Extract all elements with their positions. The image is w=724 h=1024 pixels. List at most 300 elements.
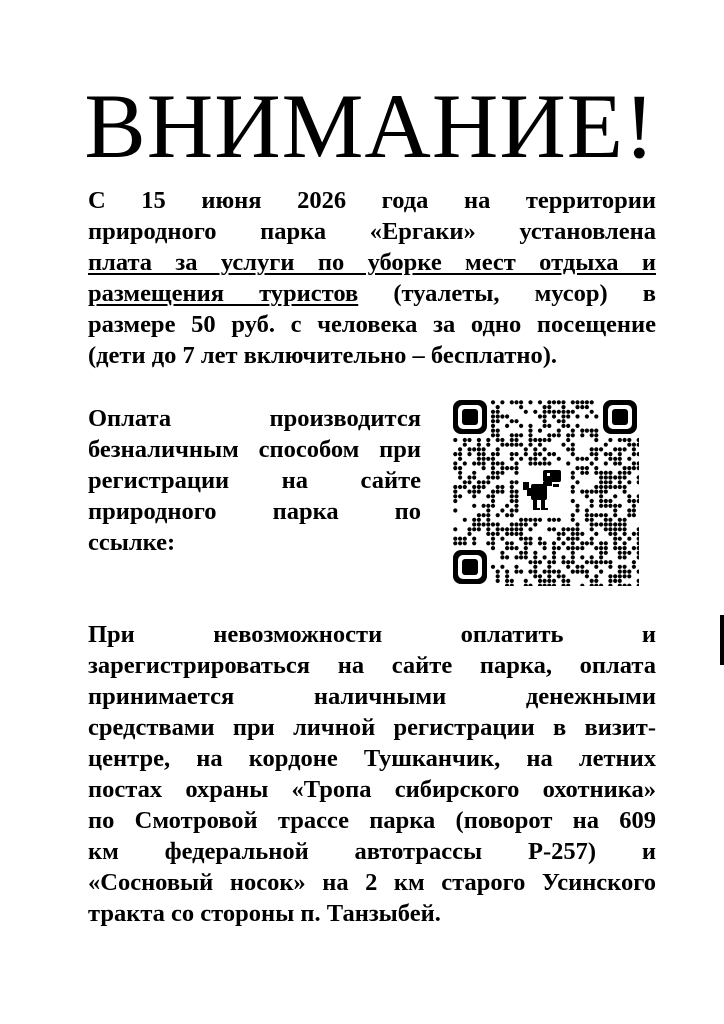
qr-module — [604, 461, 608, 465]
text-line-underlined: плата за услуги по уборке мест отдыха и — [88, 249, 656, 276]
qr-module — [571, 499, 575, 503]
qr-module — [580, 555, 584, 559]
qr-module — [552, 452, 556, 456]
qr-module — [528, 438, 532, 442]
qr-module — [590, 560, 594, 564]
qr-module — [561, 527, 565, 531]
qr-module — [533, 410, 537, 414]
qr-module — [599, 475, 603, 479]
qr-module — [580, 433, 584, 437]
qr-module — [585, 494, 589, 498]
qr-module — [580, 541, 584, 545]
qr-module — [458, 537, 462, 541]
qr-module — [510, 466, 514, 470]
qr-module — [590, 504, 594, 508]
qr-module — [533, 447, 537, 451]
qr-module — [496, 513, 500, 517]
qr-module — [623, 532, 627, 536]
qr-module — [623, 527, 627, 531]
qr-module — [585, 508, 589, 512]
qr-module — [599, 447, 603, 451]
qr-module — [590, 452, 594, 456]
qr-module — [604, 475, 608, 479]
qr-module — [547, 579, 551, 583]
qr-module — [632, 560, 636, 564]
qr-module — [496, 579, 500, 583]
qr-module — [585, 457, 589, 461]
qr-module — [590, 555, 594, 559]
qr-module — [543, 570, 547, 574]
qr-module — [632, 499, 636, 503]
qr-module — [575, 565, 579, 569]
qr-code-icon[interactable] — [451, 398, 639, 586]
qr-module — [510, 508, 514, 512]
qr-module — [458, 466, 462, 470]
qr-module — [618, 480, 622, 484]
qr-module — [496, 452, 500, 456]
qr-module — [467, 480, 471, 484]
qr-module — [618, 438, 622, 442]
qr-module — [528, 433, 532, 437]
qr-module — [599, 541, 603, 545]
qr-module — [566, 410, 570, 414]
qr-module — [491, 410, 495, 414]
qr-module — [561, 443, 565, 447]
qr-module — [514, 565, 518, 569]
qr-module — [505, 574, 509, 578]
qr-module — [514, 555, 518, 559]
qr-module — [519, 527, 523, 531]
qr-module — [580, 471, 584, 475]
qr-module — [486, 508, 490, 512]
qr-module — [477, 513, 481, 517]
qr-module — [571, 513, 575, 517]
qr-module — [486, 527, 490, 531]
qr-module — [632, 452, 636, 456]
qr-module — [552, 555, 556, 559]
qr-module — [575, 537, 579, 541]
qr-module — [632, 546, 636, 550]
qr-module — [613, 504, 617, 508]
qr-module — [491, 419, 495, 423]
qr-module — [566, 414, 570, 418]
text-line: средствами при личной регистрации в визит- — [88, 714, 656, 741]
qr-module — [571, 551, 575, 555]
qr-module — [608, 504, 612, 508]
qr-module — [472, 522, 476, 526]
qr-module — [505, 555, 509, 559]
qr-module — [561, 541, 565, 545]
qr-module — [528, 400, 532, 404]
qr-module — [566, 579, 570, 583]
qr-module — [585, 513, 589, 517]
qr-module — [552, 527, 556, 531]
qr-module — [599, 471, 603, 475]
qr-module — [571, 532, 575, 536]
qr-module — [514, 433, 518, 437]
qr-module — [533, 560, 537, 564]
qr-module — [590, 429, 594, 433]
qr-module — [510, 494, 514, 498]
qr-module — [618, 475, 622, 479]
qr-module — [632, 532, 636, 536]
qr-module — [557, 429, 561, 433]
qr-module — [496, 461, 500, 465]
qr-module — [543, 461, 547, 465]
qr-module — [590, 499, 594, 503]
qr-module — [496, 490, 500, 494]
qr-module — [594, 579, 598, 583]
qr-module — [627, 471, 631, 475]
qr-module — [538, 429, 542, 433]
qr-module — [618, 537, 622, 541]
qr-finder-top-right — [603, 400, 637, 434]
qr-module — [571, 433, 575, 437]
qr-module — [585, 560, 589, 564]
qr-module — [500, 461, 504, 465]
qr-module — [590, 447, 594, 451]
qr-module — [496, 447, 500, 451]
qr-module — [514, 443, 518, 447]
qr-module — [510, 513, 514, 517]
qr-module — [505, 527, 509, 531]
qr-module — [566, 433, 570, 437]
qr-module — [590, 461, 594, 465]
qr-module — [571, 537, 575, 541]
qr-module — [613, 579, 617, 583]
qr-module — [580, 490, 584, 494]
qr-module — [519, 518, 523, 522]
qr-module — [585, 518, 589, 522]
qr-module — [524, 541, 528, 545]
qr-module — [627, 551, 631, 555]
qr-module — [566, 461, 570, 465]
qr-module — [482, 466, 486, 470]
qr-module — [472, 541, 476, 545]
qr-module — [585, 414, 589, 418]
qr-module — [491, 400, 495, 404]
qr-module — [514, 532, 518, 536]
qr-module — [477, 461, 481, 465]
qr-module — [500, 485, 504, 489]
qr-module — [528, 570, 532, 574]
qr-module — [604, 480, 608, 484]
text-line: «Сосновый носок» на 2 км старого Усинского — [88, 869, 656, 896]
qr-module — [463, 480, 467, 484]
qr-module — [599, 513, 603, 517]
qr-module — [571, 560, 575, 564]
qr-module — [477, 490, 481, 494]
qr-module — [571, 429, 575, 433]
qr-module — [590, 527, 594, 531]
qr-module — [594, 546, 598, 550]
qr-module — [519, 532, 523, 536]
qr-module — [538, 461, 542, 465]
qr-module — [543, 546, 547, 550]
qr-module — [594, 414, 598, 418]
qr-module — [599, 499, 603, 503]
qr-module — [491, 461, 495, 465]
qr-module — [538, 574, 542, 578]
text-line: ссылке: — [88, 529, 176, 556]
qr-module — [618, 527, 622, 531]
qr-module — [575, 414, 579, 418]
qr-module — [514, 494, 518, 498]
qr-module — [482, 480, 486, 484]
qr-module — [463, 461, 467, 465]
qr-module — [618, 461, 622, 465]
qr-module — [524, 452, 528, 456]
qr-module — [632, 513, 636, 517]
qr-module — [571, 490, 575, 494]
text-line: Оплата производится — [88, 405, 421, 432]
qr-module — [618, 579, 622, 583]
qr-module — [623, 570, 627, 574]
qr-module — [547, 433, 551, 437]
qr-module — [571, 518, 575, 522]
qr-module — [561, 555, 565, 559]
qr-module — [496, 527, 500, 531]
qr-module — [538, 438, 542, 442]
qr-module — [510, 400, 514, 404]
payment-paragraph — [88, 403, 421, 558]
qr-module — [613, 527, 617, 531]
qr-module — [524, 551, 528, 555]
text-line: природного парка по — [88, 498, 421, 525]
qr-module — [505, 414, 509, 418]
qr-module — [561, 410, 565, 414]
qr-module — [500, 414, 504, 418]
qr-module — [623, 490, 627, 494]
qr-module — [547, 527, 551, 531]
qr-module — [566, 527, 570, 531]
qr-module — [571, 527, 575, 531]
qr-module — [618, 504, 622, 508]
qr-module — [632, 447, 636, 451]
text-line: по Смотровой трассе парка (поворот на 609 — [88, 807, 656, 834]
qr-module — [538, 518, 542, 522]
qr-module — [566, 438, 570, 442]
qr-module — [590, 522, 594, 526]
qr-module — [608, 499, 612, 503]
qr-module — [505, 532, 509, 536]
qr-module — [538, 537, 542, 541]
qr-module — [453, 541, 457, 545]
qr-module — [604, 471, 608, 475]
qr-module — [599, 485, 603, 489]
qr-module — [491, 494, 495, 498]
qr-module — [552, 546, 556, 550]
qr-module — [552, 518, 556, 522]
qr-module — [524, 546, 528, 550]
qr-module — [491, 546, 495, 550]
qr-module — [496, 410, 500, 414]
qr-module — [552, 579, 556, 583]
qr-module — [519, 443, 523, 447]
qr-module — [552, 433, 556, 437]
qr-module — [453, 494, 457, 498]
qr-module — [557, 546, 561, 550]
qr-module — [571, 400, 575, 404]
qr-module — [561, 574, 565, 578]
qr-module — [623, 522, 627, 526]
qr-module — [458, 541, 462, 545]
qr-module — [618, 471, 622, 475]
qr-module — [496, 471, 500, 475]
qr-module — [594, 438, 598, 442]
qr-module — [453, 537, 457, 541]
text-fragment: (туалеты, мусор) в — [358, 280, 656, 307]
qr-module — [618, 551, 622, 555]
qr-module — [477, 457, 481, 461]
qr-module — [491, 475, 495, 479]
qr-module — [594, 565, 598, 569]
qr-module — [510, 443, 514, 447]
qr-module — [514, 508, 518, 512]
qr-module — [590, 541, 594, 545]
qr-module — [458, 475, 462, 479]
qr-module — [627, 499, 631, 503]
qr-module — [571, 485, 575, 489]
qr-module — [590, 579, 594, 583]
qr-module — [608, 522, 612, 526]
qr-module — [590, 537, 594, 541]
qr-module — [510, 419, 514, 423]
qr-module — [463, 518, 467, 522]
qr-module — [627, 443, 631, 447]
qr-module — [604, 490, 608, 494]
qr-module — [547, 438, 551, 442]
qr-module — [543, 555, 547, 559]
qr-module — [528, 541, 532, 545]
qr-module — [594, 560, 598, 564]
qr-module — [557, 537, 561, 541]
qr-module — [580, 457, 584, 461]
qr-module — [519, 400, 523, 404]
qr-module — [482, 457, 486, 461]
qr-module — [543, 457, 547, 461]
qr-module — [496, 438, 500, 442]
qr-module — [580, 546, 584, 550]
text-line: постах охраны «Тропа сибирского охотника» — [88, 776, 656, 803]
text-line: центре, на кордоне Тушканчик, на летних — [88, 745, 656, 772]
qr-module — [618, 565, 622, 569]
qr-module — [547, 400, 551, 404]
qr-module — [500, 508, 504, 512]
qr-module — [608, 532, 612, 536]
qr-module — [547, 574, 551, 578]
qr-module — [599, 551, 603, 555]
qr-module — [491, 490, 495, 494]
qr-module — [608, 579, 612, 583]
qr-module — [458, 471, 462, 475]
qr-module — [561, 405, 565, 409]
qr-module — [623, 541, 627, 545]
qr-module — [486, 475, 490, 479]
qr-module — [557, 518, 561, 522]
cash-payment-paragraph — [88, 619, 656, 929]
qr-module — [486, 480, 490, 484]
qr-module — [500, 400, 504, 404]
qr-module — [519, 522, 523, 526]
qr-module — [552, 560, 556, 564]
qr-module — [604, 518, 608, 522]
qr-module — [566, 565, 570, 569]
underlined-text: размещения туристов — [88, 280, 359, 307]
qr-module — [604, 485, 608, 489]
qr-module — [486, 532, 490, 536]
qr-module — [510, 499, 514, 503]
qr-module — [505, 504, 509, 508]
qr-module — [613, 522, 617, 526]
qr-module — [590, 410, 594, 414]
qr-module — [519, 570, 523, 574]
qr-module — [575, 508, 579, 512]
qr-module — [482, 513, 486, 517]
qr-module — [533, 570, 537, 574]
text-line: безналичным способом при — [88, 436, 421, 463]
qr-module — [514, 438, 518, 442]
qr-module — [571, 410, 575, 414]
text-line: принимается наличными денежными — [88, 683, 656, 710]
qr-module — [604, 541, 608, 545]
qr-module — [566, 560, 570, 564]
qr-module — [547, 461, 551, 465]
qr-module — [524, 579, 528, 583]
qr-module — [491, 522, 495, 526]
qr-module — [519, 457, 523, 461]
qr-module — [618, 546, 622, 550]
qr-module — [538, 414, 542, 418]
qr-module — [514, 504, 518, 508]
qr-module — [580, 400, 584, 404]
qr-module — [590, 518, 594, 522]
qr-module — [613, 546, 617, 550]
qr-module — [608, 565, 612, 569]
qr-module — [477, 480, 481, 484]
page-title: ВНИМАНИЕ! — [84, 75, 656, 177]
text-line: регистрации на сайте — [88, 467, 421, 494]
qr-module — [557, 419, 561, 423]
qr-module — [528, 527, 532, 531]
qr-module — [566, 537, 570, 541]
qr-module — [575, 457, 579, 461]
qr-module — [618, 457, 622, 461]
qr-module — [467, 490, 471, 494]
qr-module — [613, 461, 617, 465]
qr-module — [543, 410, 547, 414]
qr-module — [575, 522, 579, 526]
qr-module — [543, 424, 547, 428]
qr-module — [571, 546, 575, 550]
qr-module — [500, 527, 504, 531]
qr-module — [594, 466, 598, 470]
qr-module — [594, 490, 598, 494]
qr-module — [575, 570, 579, 574]
text-line: (дети до 7 лет включительно – бесплатно). — [88, 342, 558, 369]
qr-module — [453, 466, 457, 470]
qr-module — [613, 457, 617, 461]
qr-module — [590, 490, 594, 494]
qr-module — [604, 551, 608, 555]
qr-module — [528, 518, 532, 522]
qr-module — [594, 522, 598, 526]
qr-module — [519, 405, 523, 409]
qr-module — [472, 461, 476, 465]
qr-module — [590, 513, 594, 517]
qr-module — [533, 518, 537, 522]
qr-module — [500, 443, 504, 447]
